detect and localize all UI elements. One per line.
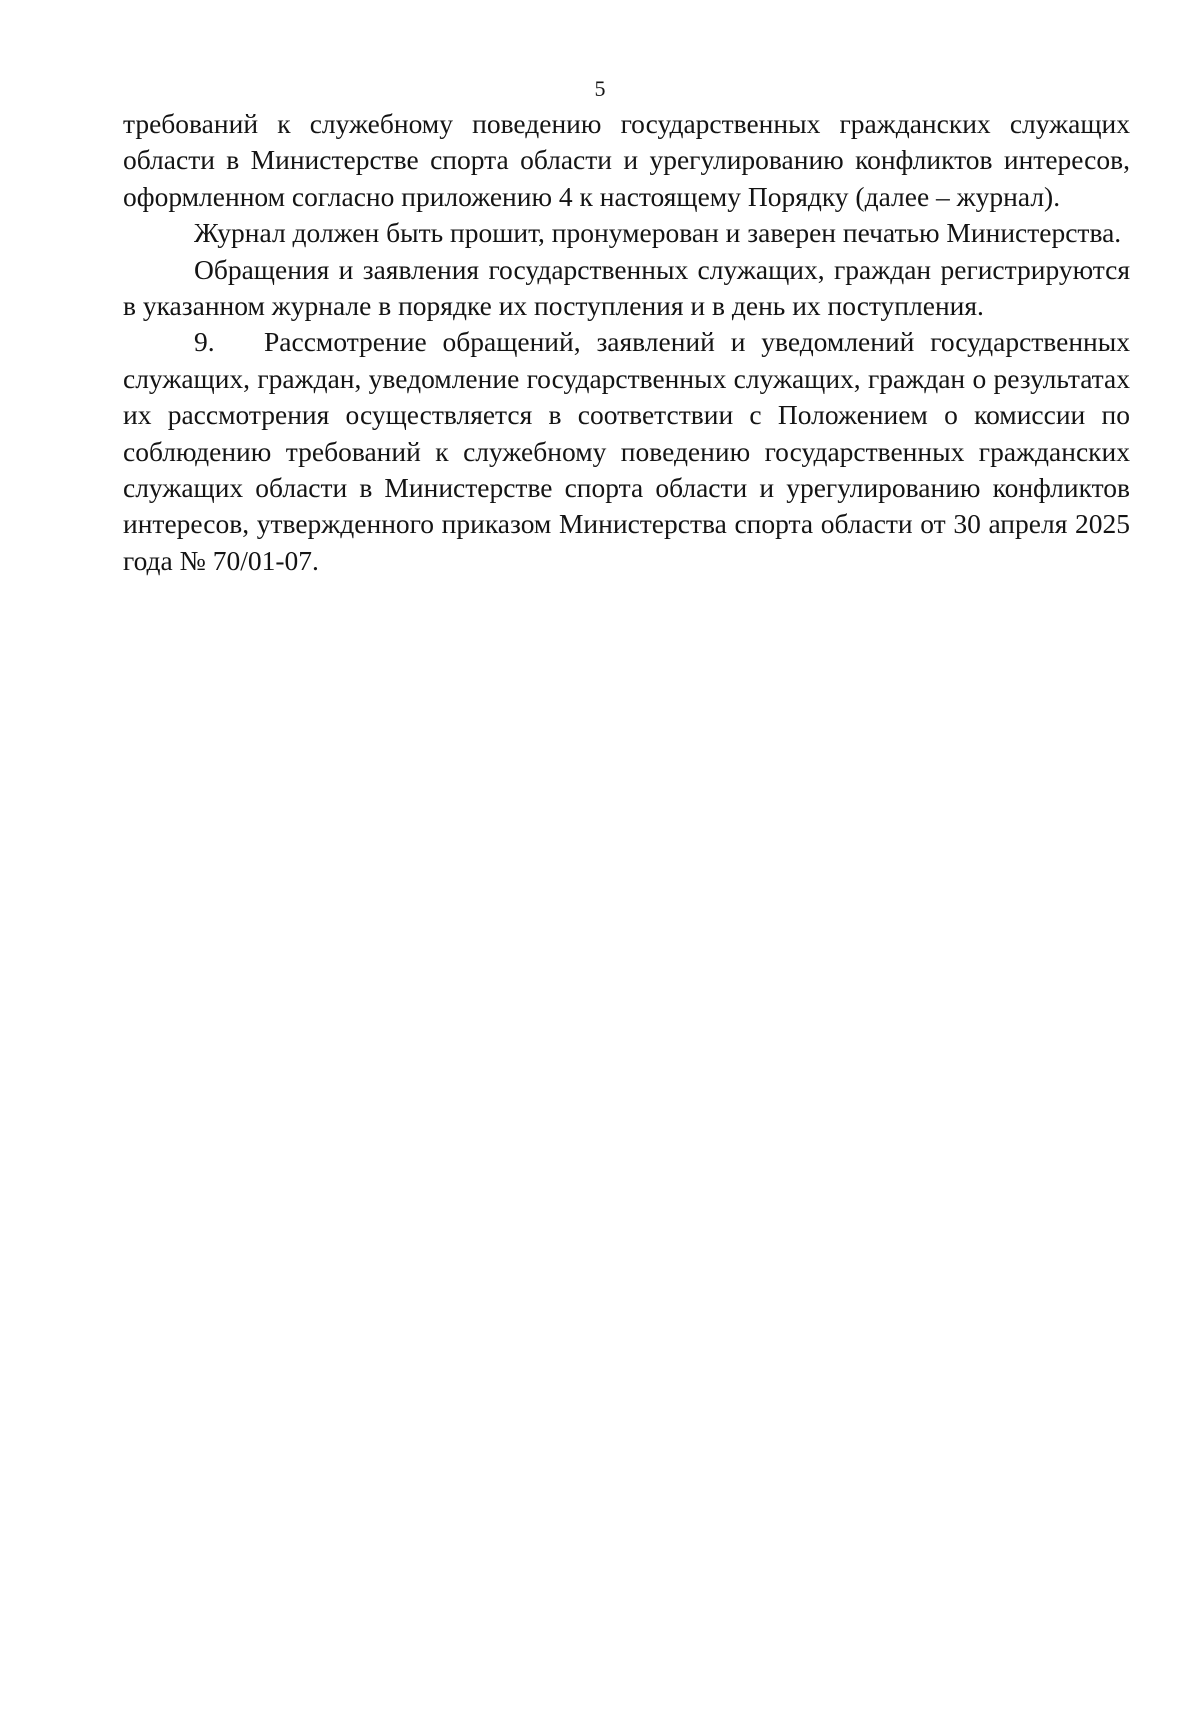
paragraph-item-9 xyxy=(123,324,1130,579)
document-body xyxy=(123,106,1130,579)
paragraph-continuation: требований к служебному поведению государственных гражданских служащих области в Министерстве спорта области и урегулированию конфликтов интересов, оформленном согласно приложению 4 к настоящему Порядку (далее – журнал). xyxy=(123,108,1130,212)
page-number: 5 xyxy=(594,76,606,101)
item-9-text: Рассмотрение обращений, заявлений и уведомлений государственных служащих, граждан, уведомление государственных служащих, граждан о результатах их рассмотрения осуществляется в соответствии с Положением о комиссии по соблюдению требований к служебному поведению государственных гражданских служащих области в Министерстве спорта области и урегулированию конфликтов интересов, утвержденного приказом Министерства спорта области от 30 апреля 2025 года № 70/01-07. xyxy=(123,326,1130,576)
paragraph-registration: Обращения и заявления государственных служащих, граждан регистрируются в указанном журнале в порядке их поступления и в день их поступления. xyxy=(123,253,1130,322)
item-number: 9. xyxy=(194,326,215,358)
paragraph-journal-requirements: Журнал должен быть прошит, пронумерован и заверен печатью Министерства. xyxy=(194,217,1122,249)
